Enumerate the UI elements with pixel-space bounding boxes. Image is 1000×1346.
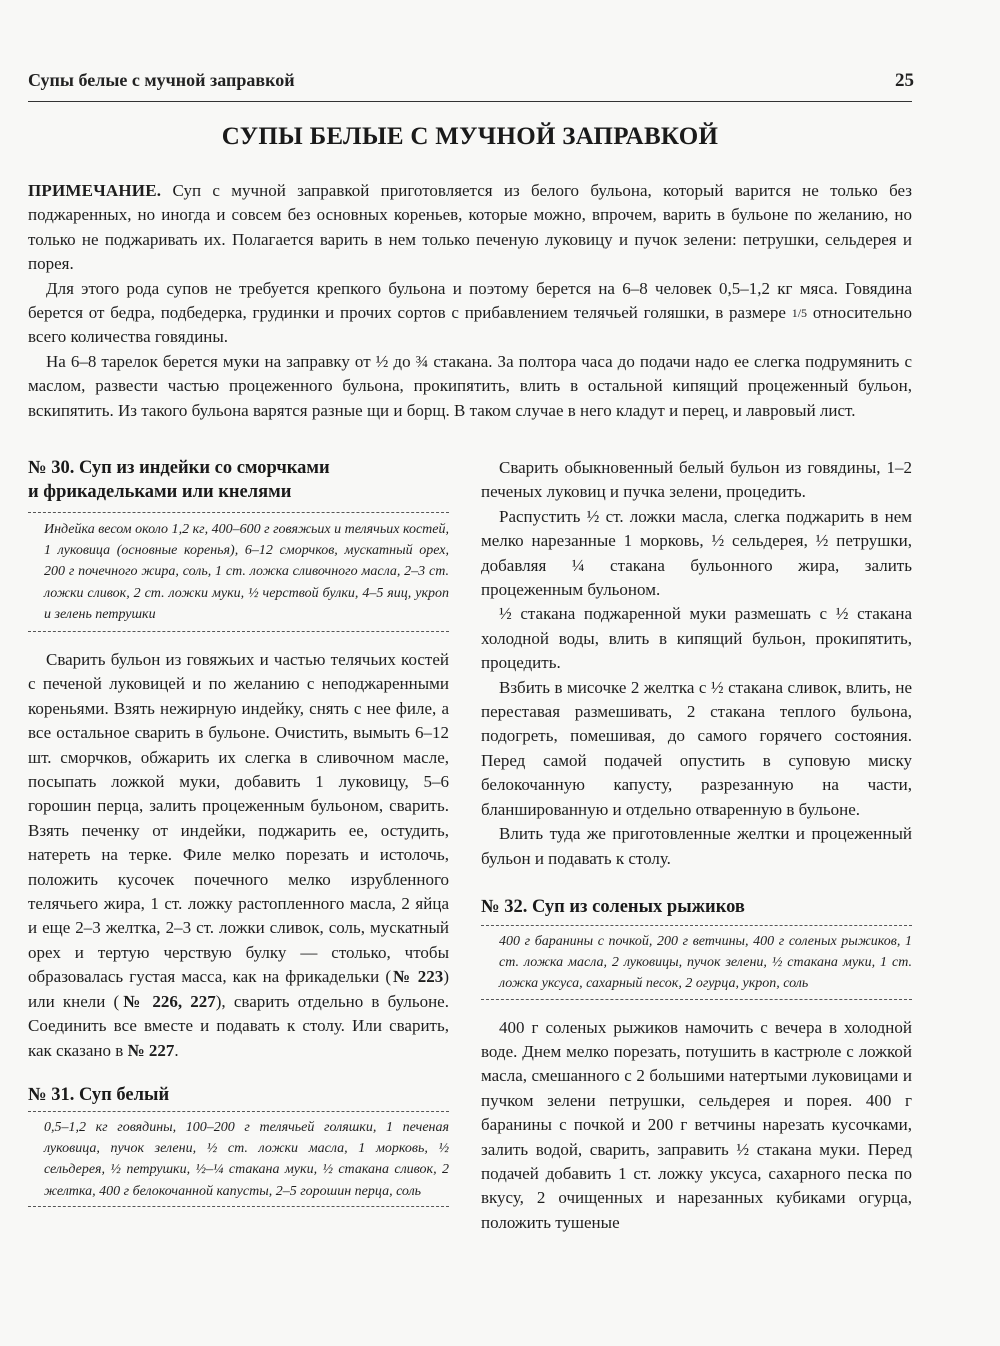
recipe-31-title: № 31. Суп белый xyxy=(28,1084,170,1105)
recipe-30-title-line-1: № 30. Суп из индейки со сморчками xyxy=(28,458,330,478)
recipe-31-paragraph-2: Распустить ½ ст. ложки масла, слегка поджарить в нем мелко нарезанные 1 морковь, ½ сельдерея, ½ петрушки, добавляя ¼ стакана бульонного жира, залить процеженным бульоном. xyxy=(481,506,912,600)
recipe-32-body xyxy=(481,1016,912,1236)
recipe-30-text-a: Сварить бульон из говяжьих и частью телячьих костей с печеной луковицей и по желанию с неподжаренными кореньями. Взять нежирную индейку, снять с нее филе, а все остальное сварить в бульоне. Очистить, вымыть 6–12 шт. сморчков, обжарить их слегка в сливочном масле, посыпать ложкой муки, добавить 1 луковицу, 5–6 горошин перца, залить процеженным бульоном, сварить. Взять печенку от индейки, поджарить ее, остудить, натереть на терке. Филе мелко порезать и истолочь, положить кусочек почечного мелко изрубленного телячьего жира, 1 ст. ложку растопленного масла, 2 яйца и еще 2–3 желтка, 2–3 ст. ложки сливок, соль, мускатный орех и тертую черствую булку — столько, чтобы образовалась густая масса, как на фрикадельки ( xyxy=(28,650,449,987)
recipe-30-paragraph xyxy=(28,648,449,1063)
note-paragraph-3: На 6–8 тарелок берется муки на заправку от ½ до ¾ стакана. За полтора часа до подачи надо ее слегка подрумянить с маслом, развести частью процеженного бульона, прокипятить, влить в остальной кипящий процеженный бульон, вскипятить. Из такого бульона варятся разные щи и борщ. В таком случае в него кладут и перец, и лавровый лист. xyxy=(28,351,912,420)
recipe-ref-223: № 223 xyxy=(390,967,444,987)
header-rule xyxy=(28,101,912,102)
recipe-ref-226-227: № 226, 227 xyxy=(119,991,216,1011)
left-column xyxy=(28,456,449,1207)
note-text-1: Суп с мучной заправкой приготовляется из белого бульона, который варится не только без поджаренных, но иногда и совсем без основных кореньев, которые можно, впрочем, варить в бульоне по желанию, но только не поджаривать их. Полагается варить в нем только печеную луковицу и пучок зелени: петрушки, сельдерея и порея. xyxy=(28,181,912,274)
recipe-30-title-line-2: и фрикадельками или кнелями xyxy=(28,482,292,502)
recipe-30-title xyxy=(28,456,449,504)
recipe-32-ingredients: 400 г баранины с почкой, 200 г ветчины, 400 г соленых рыжиков, 1 ст. ложка масла, 2 луковицы, пучок зелени, ½ стакана муки, 1 ст. ложка уксуса, сахарный песок, 2 огурца, укроп, соль xyxy=(481,925,912,1000)
note-text-2a: Для этого рода супов не требуется крепкого бульона и поэтому берется на 6–8 человек 0,5–1,2 кг мяса. Говядина берется от бедра, подбедерка, грудинки и прочих сортов с прибавлением телячьей голяшки, в размере xyxy=(28,278,912,323)
recipe-31-body xyxy=(481,456,912,871)
recipe-32-title: № 32. Суп из соленых рыжиков xyxy=(481,896,745,917)
recipe-31-paragraph-1: Сварить обыкновенный белый бульон из говядины, 1–2 печеных луковиц и пучка зелени, процедить. xyxy=(481,458,912,502)
recipe-30-text-d: . xyxy=(174,1040,179,1060)
running-head: Супы белые с мучной заправкой xyxy=(28,70,295,90)
recipe-31-paragraph-5: Влить туда же приготовленные желтки и процеженный бульон и подавать к столу. xyxy=(481,824,912,868)
recipe-31-paragraph-3: ½ стакана поджаренной муки размешать с ½ стакана холодной воды, влить в кипящий бульон, прокипятить, процедить. xyxy=(481,604,912,673)
recipe-ref-227: № 227 xyxy=(127,1040,175,1060)
note-paragraph-1 xyxy=(28,179,912,277)
page-number: 25 xyxy=(895,70,914,91)
recipe-30-text-c: ), сварить отдельно в бульоне. Соединить все вместе и подавать к столу. Или сварить, как сказано в xyxy=(28,991,449,1060)
fraction: 1/5 xyxy=(791,306,808,321)
recipe-30-body xyxy=(28,648,449,1063)
chapter-note xyxy=(28,179,912,423)
note-paragraph-2 xyxy=(28,277,912,350)
recipe-31-ingredients: 0,5–1,2 кг говядины, 100–200 г телячьей голяшки, 1 печеная луковица, пучок зелени, ½ ст. ложки масла, 1 морковь, ½ сельдерея, ½ петрушки, ½–¼ стакана муки, ½ стакана сливок, 2 желтка, 400 г белокочанной капусты, 2–5 горошин перца, соль xyxy=(28,1111,449,1207)
recipe-32-paragraph: 400 г соленых рыжиков намочить с вечера в холодной воде. Днем мелко порезать, потушить в кастрюле с ложкой масла, смешанного с 2 большими натертыми луковицами и пучком зелени петрушки, сельдерея и порея. 400 г баранины с почкой и 200 г ветчины нарезать кусочками, залить водой, сварить, заправить ½ стакана муки. Перед подачей добавить 1 ст. ложку уксуса, сахарного песка по вкусу, 2 очищенных и нарезанных кубиками огурца, положить тушеные xyxy=(481,1017,912,1232)
note-label: ПРИМЕЧАНИЕ. xyxy=(28,181,162,200)
recipe-30-ingredients: Индейка весом около 1,2 кг, 400–600 г говяжьих и телячьих костей, 1 луковица (основные коренья), 6–12 сморчков, мускатный орех, 200 г почечного жира, соль, 1 ст. ложка сливочного масла, 2–3 ст. ложки сливок, 2 ст. ложки муки, ½ черствой булки, 4–5 яиц, укроп и зелень петрушки xyxy=(28,512,449,632)
recipe-30-text-b: ) или кнели ( xyxy=(28,967,449,1011)
note-text-2b: относительно всего количества говядины. xyxy=(28,303,912,347)
right-column xyxy=(481,456,912,1235)
recipe-31-paragraph-4: Взбить в мисочке 2 желтка с ½ стакана сливок, влить, не переставая размешивать, 2 стакана теплого бульона, подогреть, помешивая, до самого горячего состояния. Перед самой подачей опустить в суповую миску белокочанную капусту, разрезанную на части, бланшированную и отдельно отваренную в бульоне. xyxy=(481,677,912,819)
chapter-title: СУПЫ БЕЛЫЕ С МУЧНОЙ ЗАПРАВКОЙ xyxy=(221,123,719,150)
